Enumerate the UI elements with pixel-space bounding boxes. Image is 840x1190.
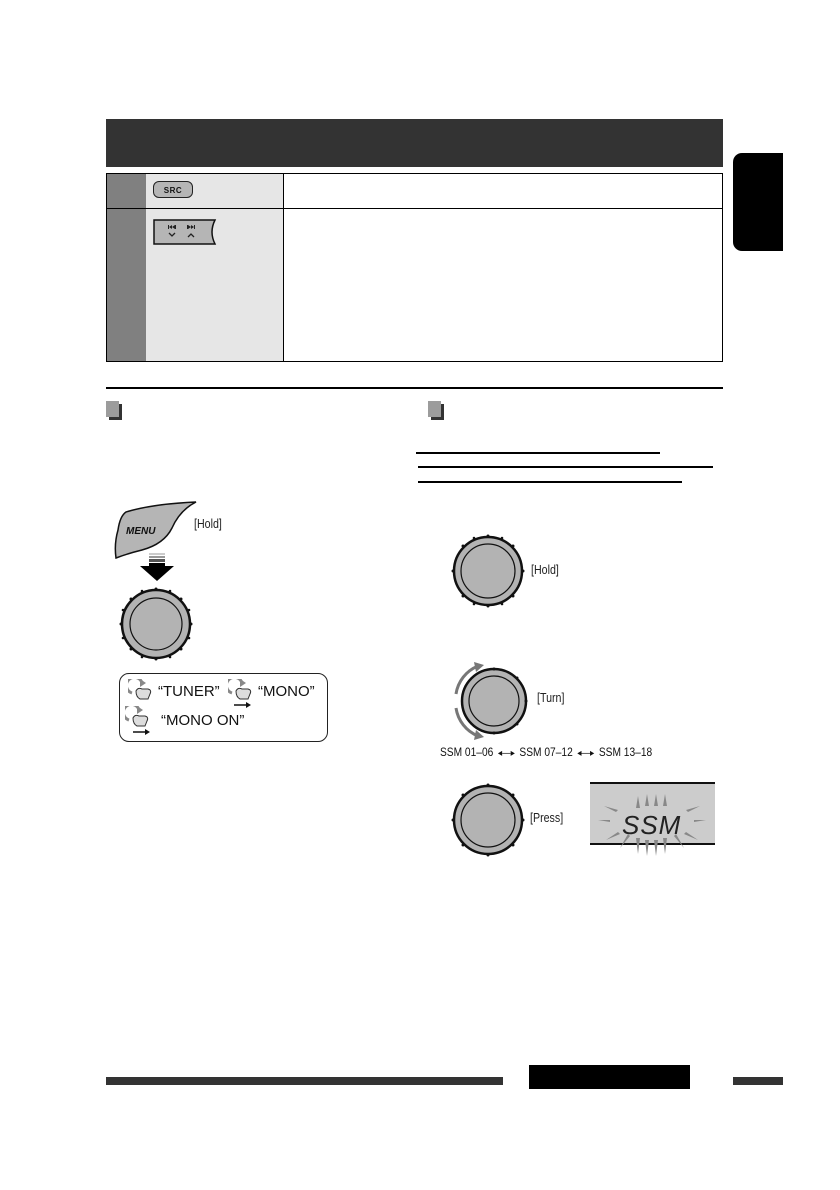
ssm-display-text: SSM [622, 810, 682, 840]
dial-turn-hand-icon [128, 679, 154, 701]
step1-hold-label: [Hold] [531, 562, 559, 577]
control-table [106, 173, 723, 362]
svg-text:MENU: MENU [126, 526, 156, 537]
src-button-icon: SRC [153, 181, 193, 198]
row-number-cell [107, 174, 147, 208]
step-tuner: “TUNER” [158, 683, 220, 700]
row-icon-cell [146, 209, 284, 361]
step-mono: “MONO” [258, 683, 315, 700]
double-arrow-icon: ◂—▸ [497, 748, 515, 759]
dial-turn-hand-icon [125, 706, 155, 736]
section-marker-icon [428, 401, 441, 417]
control-dial-icon [450, 533, 526, 609]
control-dial-turn-icon [450, 660, 532, 742]
row-description [284, 174, 722, 208]
dial-turn-hand-icon [228, 679, 254, 709]
section-marker-icon [106, 401, 119, 417]
section-divider [106, 387, 723, 389]
menu-button-icon [112, 500, 198, 560]
menu-hold-label: [Hold] [194, 516, 222, 531]
ssm-range-1: SSM 01–06 [440, 745, 494, 759]
footer-rule-right [733, 1077, 783, 1085]
row-number-cell [107, 209, 147, 361]
underline-rule [418, 481, 682, 483]
row-description [284, 209, 722, 361]
table-row [107, 174, 722, 209]
step2-turn-label: [Turn] [537, 690, 565, 705]
ssm-range-3: SSM 13–18 [598, 745, 653, 759]
ssm-display-panel [590, 782, 715, 846]
footer-rule [106, 1077, 503, 1085]
footer-page-label [529, 1065, 690, 1089]
row-icon-cell [146, 174, 284, 208]
double-arrow-icon: ◂—▸ [577, 748, 595, 759]
underline-rule [418, 466, 713, 468]
language-side-tab [733, 153, 783, 251]
ssm-sequence [440, 745, 652, 759]
underline-rule [416, 452, 660, 454]
step3-press-label: [Press] [530, 810, 564, 825]
control-dial-icon [450, 782, 526, 858]
section-header-bar [106, 119, 723, 167]
ssm-range-2: SSM 07–12 [519, 745, 573, 759]
table-row [107, 209, 722, 361]
control-dial-icon [118, 586, 194, 662]
down-arrow-icon [138, 553, 176, 583]
step-mono-on: “MONO ON” [161, 712, 245, 729]
skip-buttons-icon [153, 219, 219, 245]
